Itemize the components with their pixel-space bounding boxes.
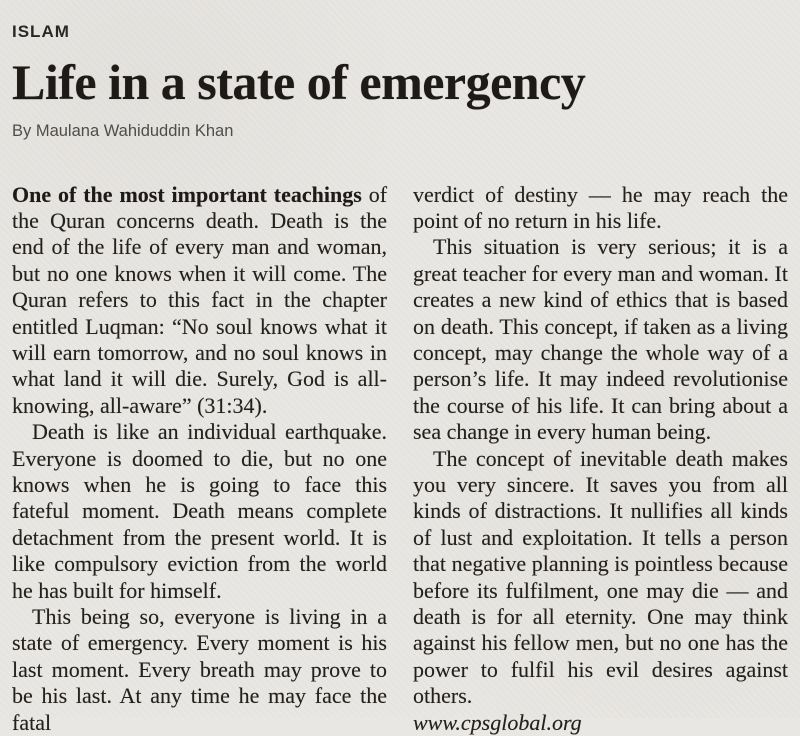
article-paragraph: verdict of destiny — he may reach the point of no return in his life. <box>413 182 788 235</box>
article-paragraph: This situation is very serious; it is a great teacher for every man and woman. It creates a new kind of ethics that is based on death. This concept, if taken as a living concept, may change the whole way of a person’s life. It may indeed revolutionise the course of his life. It can bring about a sea change in every human being. <box>413 234 788 445</box>
article-paragraph: This being so, everyone is living in a state of emergency. Every moment is his last moment. Every breath may prove to be his last. At any time he may face the fatal <box>12 604 387 736</box>
article-byline: By Maulana Wahiduddin Khan <box>12 122 788 141</box>
article-body <box>12 182 788 736</box>
paragraph-text: of the Quran concerns death. Death is the end of the life of every man and woman, but no one knows when it will come. The Quran refers to this fact in the chapter entitled Luqman: “No soul knows what it will earn tomorrow, and no soul knows in what land it will die. Surely, God is all-knowing, all-aware” (31:34). <box>12 182 387 418</box>
bold-lead-in: One of the most important teachings <box>12 182 362 207</box>
right-column <box>413 182 788 736</box>
article-paragraph: Death is like an individual earthquake. Everyone is doomed to die, but no one knows when he is going to face this fateful moment. Death means complete detachment from the present world. It is like compulsory eviction from the world he has built for himself. <box>12 419 387 604</box>
article-title: Life in a state of emergency <box>12 56 788 109</box>
section-kicker: ISLAM <box>12 22 788 42</box>
website-url: www.cpsglobal.org <box>413 710 788 736</box>
left-column <box>12 182 387 736</box>
article-paragraph: The concept of inevitable death makes you very sincere. It saves you from all kinds of distractions. It nullifies all kinds of lust and exploitation. It tells a person that negative planning is pointless because before its fulfilment, one may die — and death is for all eternity. One may think against his fellow men, but no one has the power to fulfil his evil desires against others. <box>413 446 788 710</box>
article-paragraph <box>12 182 387 420</box>
